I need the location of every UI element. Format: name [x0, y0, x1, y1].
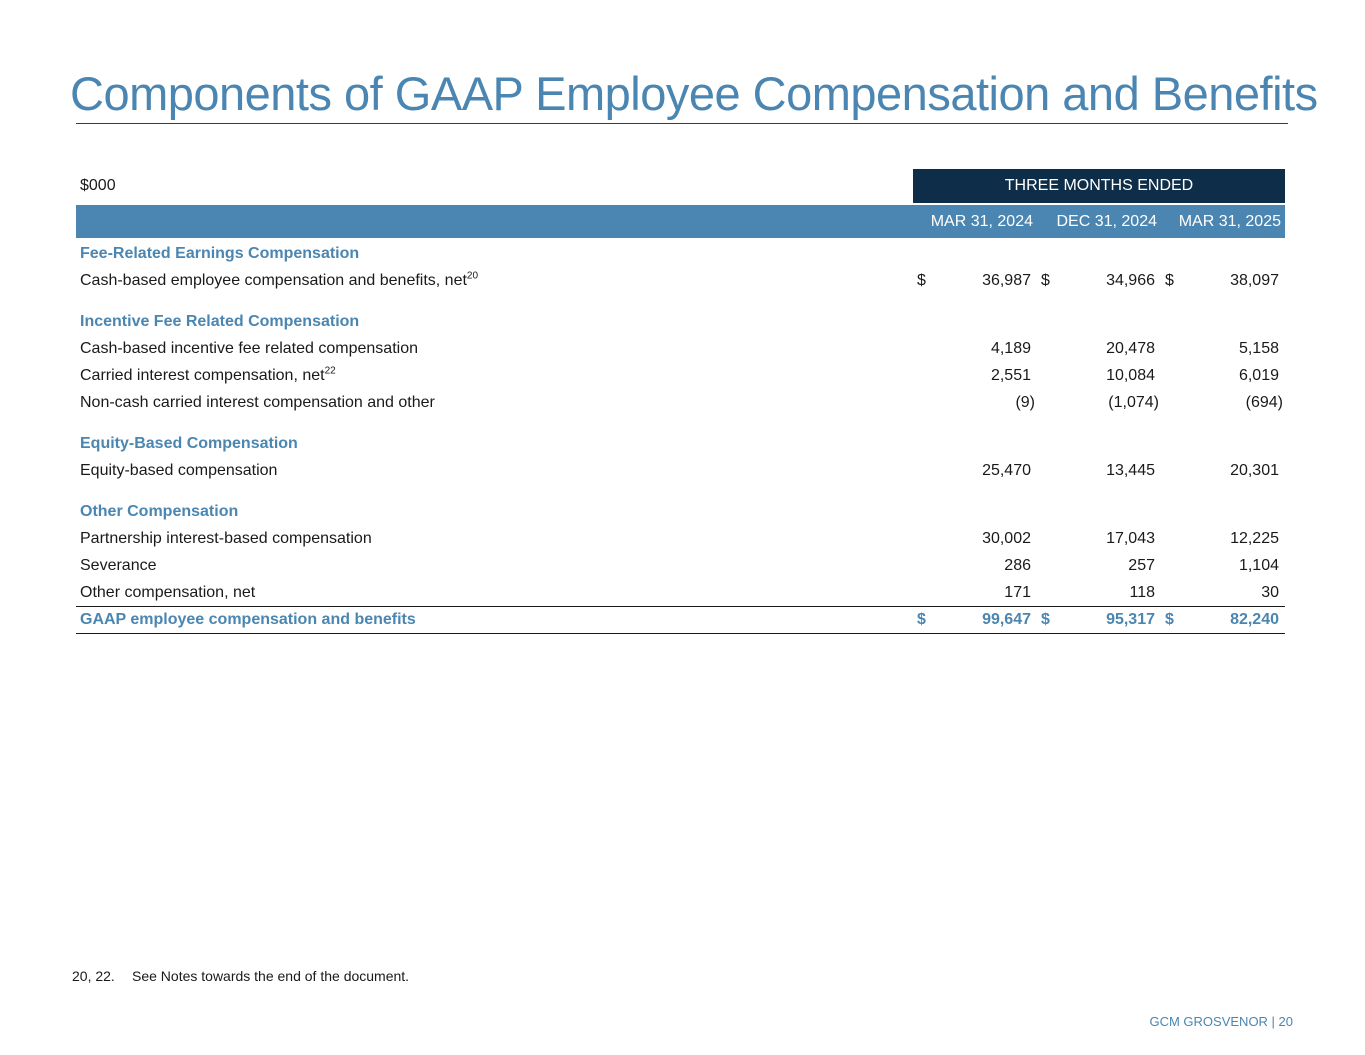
table-row [76, 389, 1285, 416]
currency-symbol: $ [1165, 272, 1174, 289]
value-mar-2025: 12,225 [1230, 530, 1279, 547]
unit-label: $000 [80, 177, 116, 194]
table-row [76, 335, 1285, 362]
section-heading [76, 308, 1285, 335]
value-mar-2025: 6,019 [1238, 367, 1279, 384]
compensation-table [76, 169, 1285, 634]
section-heading [76, 498, 1285, 525]
table-row [76, 457, 1285, 484]
value-mar-2025: 20,301 [1230, 462, 1279, 479]
value-dec-2024: 17,043 [1106, 530, 1155, 547]
footnote-refs: 20, 22. [72, 968, 115, 984]
value-mar-2025: 38,097 [1230, 272, 1279, 289]
value-dec-2024: (1,074) [1108, 394, 1159, 411]
value-dec-2024: 118 [1129, 584, 1155, 601]
footnote-ref: 20 [466, 270, 479, 282]
table-row [76, 579, 1285, 606]
currency-symbol: $ [917, 272, 926, 289]
table-row [76, 552, 1285, 579]
page-title: Components of GAAP Employee Compensation and Benefits [70, 67, 1318, 120]
page-footer: GCM GROSVENOR | 20 [1149, 1014, 1293, 1029]
value-mar-2024: 4,189 [990, 340, 1031, 357]
row-label: Cash-based incentive fee related compensation [80, 340, 418, 357]
currency-symbol: $ [1041, 272, 1050, 289]
column-header-dec-2024: DEC 31, 2024 [1056, 213, 1157, 230]
value-mar-2024: 36,987 [982, 272, 1031, 289]
section-heading [76, 430, 1285, 457]
value-mar-2024: 25,470 [982, 462, 1031, 479]
total-row [76, 606, 1285, 634]
section-heading-label: Fee-Related Earnings Compensation [80, 245, 360, 262]
currency-symbol: $ [917, 611, 926, 628]
value-dec-2024: 20,478 [1106, 340, 1155, 357]
value-dec-2024: 34,966 [1106, 272, 1155, 289]
column-header-mar-2024: MAR 31, 2024 [930, 213, 1033, 230]
row-label: Cash-based employee compensation and benefits, net$^{20}$ [80, 270, 479, 289]
section-heading-label: Equity-Based Compensation [80, 435, 298, 452]
row-label: Other compensation, net [80, 584, 256, 601]
value-dec-2024: 257 [1128, 557, 1155, 574]
value-mar-2025: 5,158 [1238, 340, 1279, 357]
title-divider [76, 123, 1288, 124]
table-row [76, 525, 1285, 552]
footnote-text: See Notes towards the end of the document. [132, 968, 410, 984]
value-mar-2024: 171 [1004, 584, 1031, 601]
value-mar-2025: 30 [1261, 584, 1279, 601]
total-dec-2024: 95,317 [1106, 611, 1155, 628]
section-heading-label: Other Compensation [80, 503, 239, 520]
currency-symbol: $ [1165, 611, 1174, 628]
value-mar-2025: 1,104 [1238, 557, 1279, 574]
value-mar-2024: 286 [1004, 557, 1031, 574]
value-mar-2024: 30,002 [982, 530, 1031, 547]
value-dec-2024: 13,445 [1106, 462, 1155, 479]
footnote [72, 968, 409, 984]
section-heading [76, 240, 1285, 267]
section-heading-label: Incentive Fee Related Compensation [80, 313, 360, 330]
total-mar-2025: 82,240 [1230, 611, 1279, 628]
value-dec-2024: 10,084 [1106, 367, 1155, 384]
currency-symbol: $ [1041, 611, 1050, 628]
total-mar-2024: 99,647 [982, 611, 1031, 628]
table-header-top [76, 169, 1285, 205]
total-label: GAAP employee compensation and benefits [80, 611, 416, 628]
table-row [76, 362, 1285, 389]
period-header: THREE MONTHS ENDED [913, 169, 1285, 203]
column-header-mar-2025: MAR 31, 2025 [1178, 213, 1281, 230]
footnote-ref: 22 [324, 365, 336, 377]
table-row [76, 267, 1285, 294]
row-label: Non-cash carried interest compensation and other [80, 394, 435, 411]
value-mar-2025: (694) [1245, 394, 1283, 411]
value-mar-2024: 2,551 [990, 367, 1031, 384]
row-label: Severance [80, 557, 157, 574]
value-mar-2024: (9) [1015, 394, 1035, 411]
table-header-columns [76, 205, 1285, 238]
row-label: Equity-based compensation [80, 462, 278, 479]
row-label: Carried interest compensation, net$^{22}$ [80, 365, 336, 384]
row-label: Partnership interest-based compensation [80, 530, 372, 547]
